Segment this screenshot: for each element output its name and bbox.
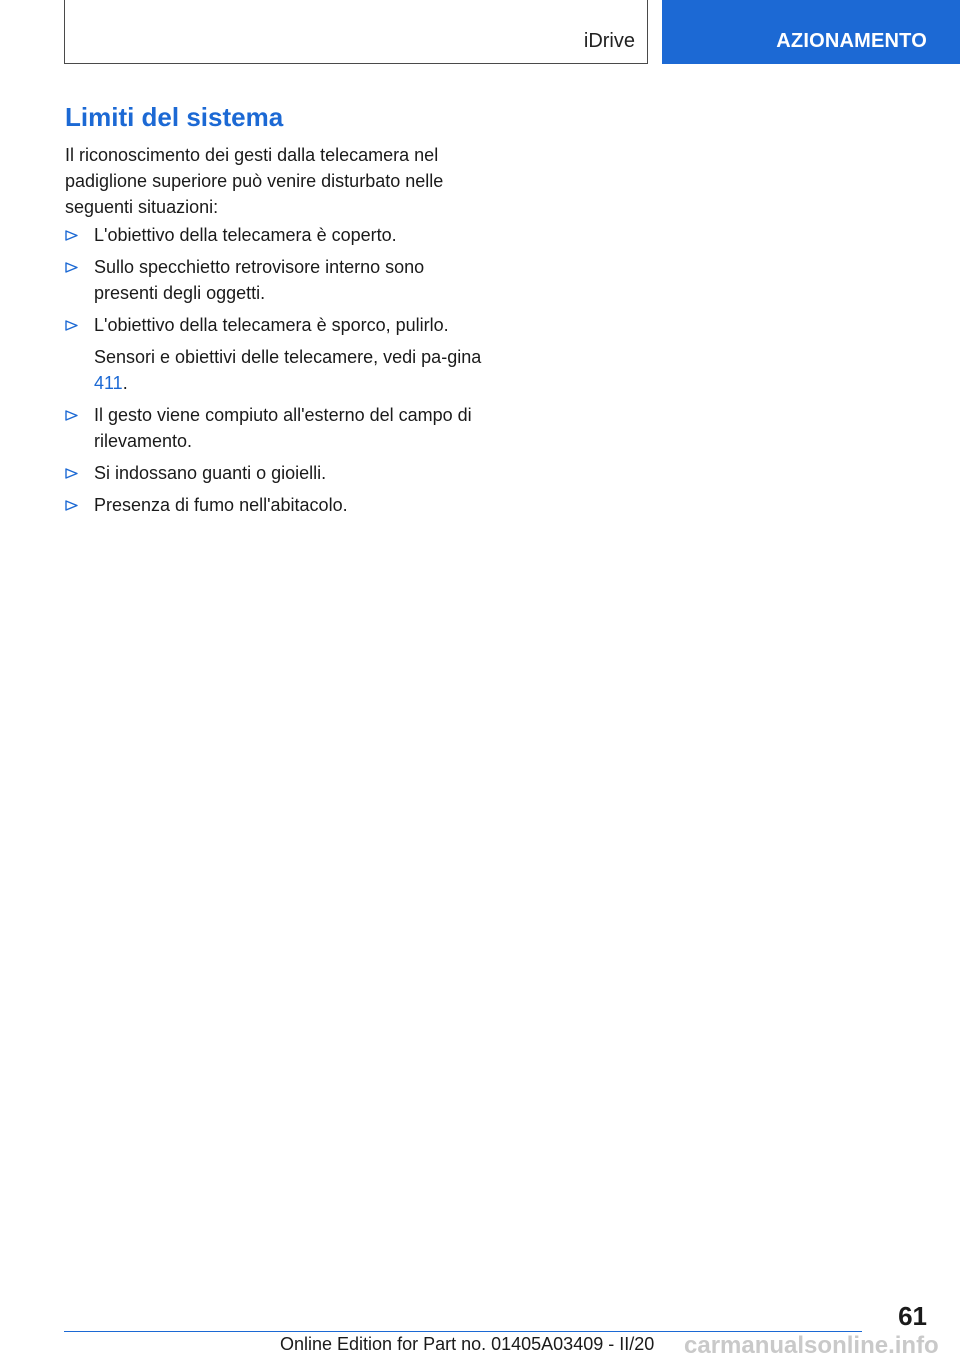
list-item-text: Il gesto viene compiuto all'esterno del campo di rilevamento. [94,405,472,451]
list-item [65,254,485,306]
triangle-right-outline-icon [65,262,78,273]
cross-reference-note [94,344,485,396]
list-item-text: Sullo specchietto retrovisore interno sono presenti degli oggetti. [94,257,425,303]
list-item [65,222,485,248]
edition-text: Online Edition for Part no. 01405A03409 - II/20 [280,1334,655,1354]
watermark: carmanualsonline.info [684,1332,939,1359]
cross-reference-suffix: . [122,373,128,393]
list-item-text: L'obiettivo della telecamera è sporco, pulirlo. [94,315,449,335]
list-item [65,492,485,518]
triangle-right-outline-icon [65,468,78,479]
page-number: 61 [898,1301,927,1331]
list-item-text: Si indossano guanti o gioielli. [94,463,327,483]
list-item [65,402,485,454]
triangle-right-outline-icon [65,320,78,331]
section-title: Limiti del sistema [65,102,284,132]
list-item-text: Presenza di fumo nell'abitacolo. [94,495,348,515]
header-chapter-tab: AZIONAMENTO [662,0,960,64]
triangle-right-outline-icon [65,230,78,241]
cross-reference-text: Sensori e obiettivi delle telecamere, vedi pa-gina [94,347,482,367]
triangle-right-outline-icon [65,410,78,421]
page-reference-link[interactable]: 411 [94,373,123,393]
limitations-list [65,222,485,524]
list-item-text: L'obiettivo della telecamera è coperto. [94,225,397,245]
triangle-right-outline-icon [65,500,78,511]
intro-paragraph: Il riconoscimento dei gesti dalla telecamera nel padiglione superiore può venire disturbato nelle seguenti situazioni: [65,145,444,217]
header-section-box [64,0,648,64]
list-item [65,312,485,396]
list-item [65,460,485,486]
header-section-label: iDrive [583,30,635,52]
